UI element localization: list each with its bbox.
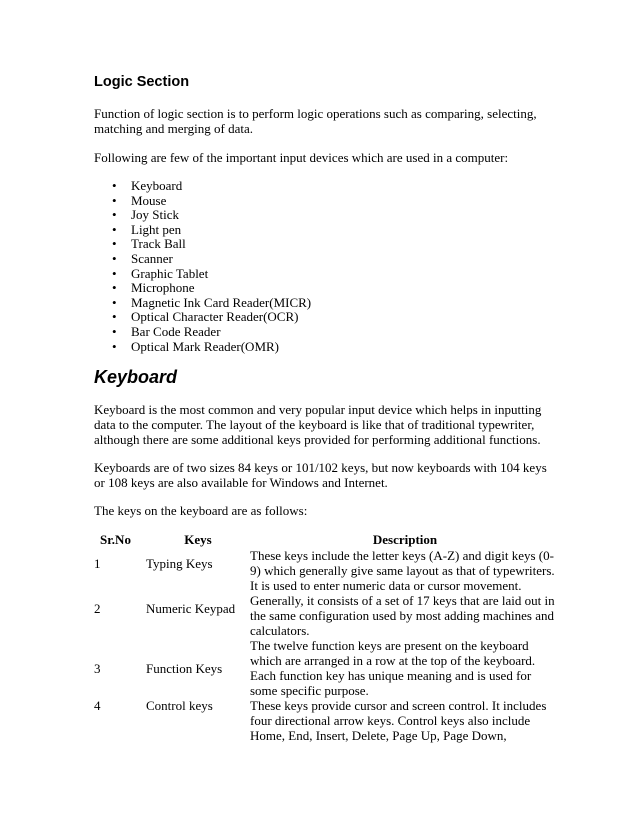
cell-srno: 2: [94, 600, 101, 616]
list-item: • Microphone: [94, 280, 311, 295]
cell-srno: 3: [94, 660, 101, 676]
cell-keys: Typing Keys: [146, 555, 213, 571]
list-item: • Keyboard: [94, 178, 311, 193]
cell-description: The twelve function keys are present on the keyboard which are arranged in a row at the top of the keyboard. Each function key has unique meaning and is used for some specific purpose.: [250, 638, 536, 698]
list-item: • Optical Character Reader(OCR): [94, 309, 311, 324]
list-item: • Light pen: [94, 222, 311, 237]
header-srno: Sr.No: [100, 532, 131, 547]
list-item: • Mouse: [94, 193, 311, 208]
header-description: Description: [372, 532, 438, 547]
cell-description: It is used to enter numeric data or cursor movement. Generally, it consists of a set of 17 keys that are laid out in the same configuration used by most adding machines and calculators.: [250, 578, 555, 638]
cell-srno: 1: [94, 555, 101, 571]
logic-section-paragraph: Function of logic section is to perform logic operations such as comparing, selecting, matching and merging of data.: [94, 106, 537, 136]
cell-keys: Function Keys: [146, 660, 223, 676]
input-devices-list: [94, 178, 311, 353]
cell-description: These keys include the letter keys (A-Z) and digit keys (0-9) which generally give same layout as that of typewriters.: [250, 548, 555, 578]
keyboard-paragraph-2: Keyboards are of two sizes 84 keys or 101/102 keys, but now keyboards with 104 keys or 108 keys are also available for Windows and Internet.: [94, 460, 547, 490]
list-item: • Track Ball: [94, 236, 311, 251]
list-item: • Magnetic Ink Card Reader(MICR): [94, 295, 311, 310]
list-item: • Scanner: [94, 251, 311, 266]
list-item: • Graphic Tablet: [94, 266, 311, 281]
header-keys: Keys: [184, 532, 212, 547]
keyboard-heading: Keyboard: [94, 367, 178, 387]
logic-section-heading: Logic Section: [94, 74, 190, 90]
list-item: • Joy Stick: [94, 207, 311, 222]
table-row: [94, 578, 560, 638]
table-row: [94, 698, 560, 743]
table-row: [94, 638, 560, 698]
table-header-row: [94, 531, 560, 548]
list-item: • Bar Code Reader: [94, 324, 311, 339]
keyboard-paragraph-3: The keys on the keyboard are as follows:: [94, 503, 308, 518]
cell-description: These keys provide cursor and screen control. It includes four directional arrow keys. Control keys also include Home, End, Insert, Delete, Page Up, Page Down,: [250, 698, 547, 743]
cell-keys: Control keys: [146, 698, 213, 713]
keyboard-paragraph-1: Keyboard is the most common and very popular input device which helps in inputting data to the computer. The layout of the keyboard is like that of traditional typewriter, although there are some additional keys provided for performing additional functions.: [94, 402, 542, 447]
cell-keys: Numeric Keypad: [146, 600, 236, 616]
cell-srno: 4: [94, 698, 101, 713]
keys-table: [94, 531, 560, 743]
list-item: • Optical Mark Reader(OMR): [94, 339, 311, 354]
table-row: [94, 548, 560, 578]
input-devices-intro: Following are few of the important input devices which are used in a computer:: [94, 150, 509, 165]
